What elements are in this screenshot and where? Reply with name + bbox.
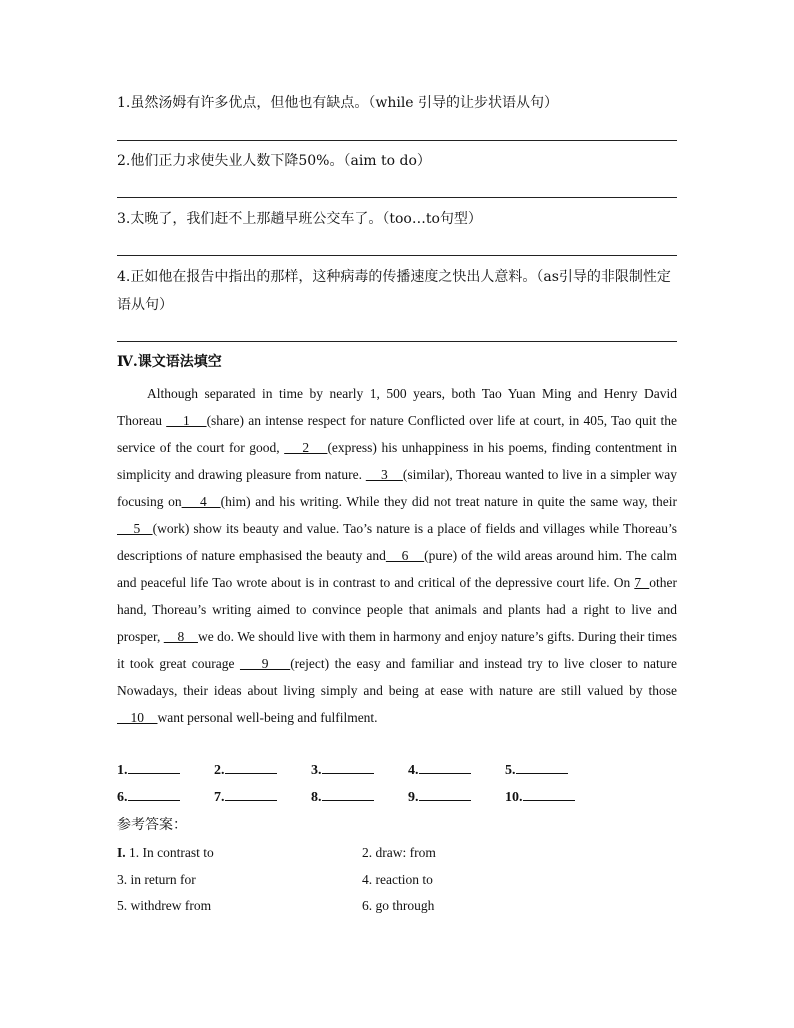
answer-line-4 xyxy=(117,341,677,342)
answer-slot-number: 9. xyxy=(408,790,419,805)
answer-slots-row-1 xyxy=(117,760,602,781)
reference-item-6: 6. go through xyxy=(362,898,435,913)
passage-text: (reject) the easy and familiar and instead try to live closer to nature Nowadays, their ideas about living simply and being at ease with nature are still valued by those xyxy=(117,656,677,698)
passage-blank[interactable]: 1 xyxy=(166,413,207,428)
answer-slot-number: 2. xyxy=(214,763,225,778)
reference-item-2: 2. draw: from xyxy=(362,845,436,860)
answer-slot-line[interactable] xyxy=(516,760,568,774)
answer-slot-number: 3. xyxy=(311,763,322,778)
answer-line-3 xyxy=(117,255,677,256)
passage-blank[interactable]: 10 xyxy=(117,710,158,725)
reference-section-label: I. xyxy=(117,845,126,860)
answer-slot-line[interactable] xyxy=(128,787,180,801)
translation-question-1: 1.虽然汤姆有许多优点，但他也有缺点。（while 引导的让步状语从句） xyxy=(117,95,559,111)
passage-blank[interactable]: 4 xyxy=(181,494,221,509)
reference-item-5: 5. withdrew from xyxy=(117,898,212,913)
passage-text: Although separated in time by nearly 1, 500 years, both Tao Yuan Ming and Henry David Thoreau xyxy=(117,386,677,428)
passage-text: want personal well-being and fulfilment. xyxy=(157,710,378,725)
reference-item-1-text: 1. In contrast to xyxy=(129,845,214,860)
passage-text: (express) his unhappiness in his poems, finding contentment in simplicity and drawing pleasure from nature. xyxy=(117,440,678,482)
passage-blank[interactable]: 5 xyxy=(117,521,153,536)
answer-slot-line[interactable] xyxy=(523,787,575,801)
answer-slot-line[interactable] xyxy=(225,787,277,801)
answer-slot[interactable] xyxy=(408,787,505,808)
answer-slot[interactable] xyxy=(311,760,408,781)
answer-slot[interactable] xyxy=(117,760,214,781)
passage-text: (him) and his writing. While they did not treat nature in quite the same way, their xyxy=(220,494,678,509)
passage-blank[interactable]: 2 xyxy=(284,440,328,455)
answer-slot-number: 7. xyxy=(214,790,225,805)
answer-slot-line[interactable] xyxy=(322,787,374,801)
passage-blank[interactable]: 8 xyxy=(163,629,198,644)
reference-answers-heading: 参考答案： xyxy=(117,817,187,833)
answer-slot[interactable] xyxy=(505,760,602,781)
answer-slot-number: 4. xyxy=(408,763,419,778)
answer-slot-number: 5. xyxy=(505,763,516,778)
answer-slot[interactable] xyxy=(408,760,505,781)
translation-question-4: 4.正如他在报告中指出的那样，这种病毒的传播速度之快出人意料。（as引导的非限制性定语从句） xyxy=(117,269,671,313)
passage-text: (pure) of the wild areas around him. The calm and peaceful life Tao wrote about is in contrast to and critical of the depressive court life. On xyxy=(117,548,677,590)
passage-blank[interactable]: 7 xyxy=(634,575,650,590)
reference-item-4: 4. reaction to xyxy=(362,872,433,887)
answer-slot[interactable] xyxy=(311,787,408,808)
passage-blank[interactable]: 6 xyxy=(385,548,425,563)
answer-slot[interactable] xyxy=(214,760,311,781)
answer-slot-line[interactable] xyxy=(419,760,471,774)
answer-line-2 xyxy=(117,197,677,198)
answer-slot[interactable] xyxy=(117,787,214,808)
passage-text: other hand, Thoreau’s writing aimed to convince people that animals and plants had a right to live and prosper, xyxy=(117,575,678,644)
answer-slot-number: 6. xyxy=(117,790,128,805)
passage-blank[interactable]: 9 xyxy=(239,656,291,671)
answer-slots-row-2 xyxy=(117,787,602,808)
grammar-fill-passage xyxy=(117,380,677,731)
passage-text: (similar), Thoreau wanted to live in a simpler way focusing on xyxy=(117,467,677,509)
answer-slot-number: 1. xyxy=(117,763,128,778)
answer-slot-line[interactable] xyxy=(419,787,471,801)
passage-text: (work) show its beauty and value. Tao’s nature is a place of fields and villages while Thoreau’s descriptions of nature emphasised the beauty and xyxy=(117,521,677,563)
translation-question-3: 3.太晚了，我们赶不上那趟早班公交车了。（too…to句型） xyxy=(117,211,482,227)
reference-item-3: 3. in return for xyxy=(117,872,196,887)
reference-item-1 xyxy=(117,843,214,863)
answer-slot-number: 10. xyxy=(505,790,523,805)
answer-slot[interactable] xyxy=(505,787,602,808)
passage-text: (share) an intense respect for nature Conflicted over life at court, in 405, Tao quit the service of the court for good, xyxy=(117,413,677,455)
answer-line-1 xyxy=(117,140,677,141)
answer-slot-line[interactable] xyxy=(225,760,277,774)
passage-text: we do. We should live with them in harmony and enjoy nature’s gifts. During their times it took great courage xyxy=(117,629,678,671)
section-heading: Ⅳ.课文语法填空 xyxy=(117,354,222,370)
translation-question-2: 2.他们正力求使失业人数下降50%。（aim to do） xyxy=(117,153,431,169)
answer-slot-line[interactable] xyxy=(128,760,180,774)
passage-blank[interactable]: 3 xyxy=(365,467,403,482)
answer-slot-number: 8. xyxy=(311,790,322,805)
answer-slot-line[interactable] xyxy=(322,760,374,774)
answer-slot[interactable] xyxy=(214,787,311,808)
